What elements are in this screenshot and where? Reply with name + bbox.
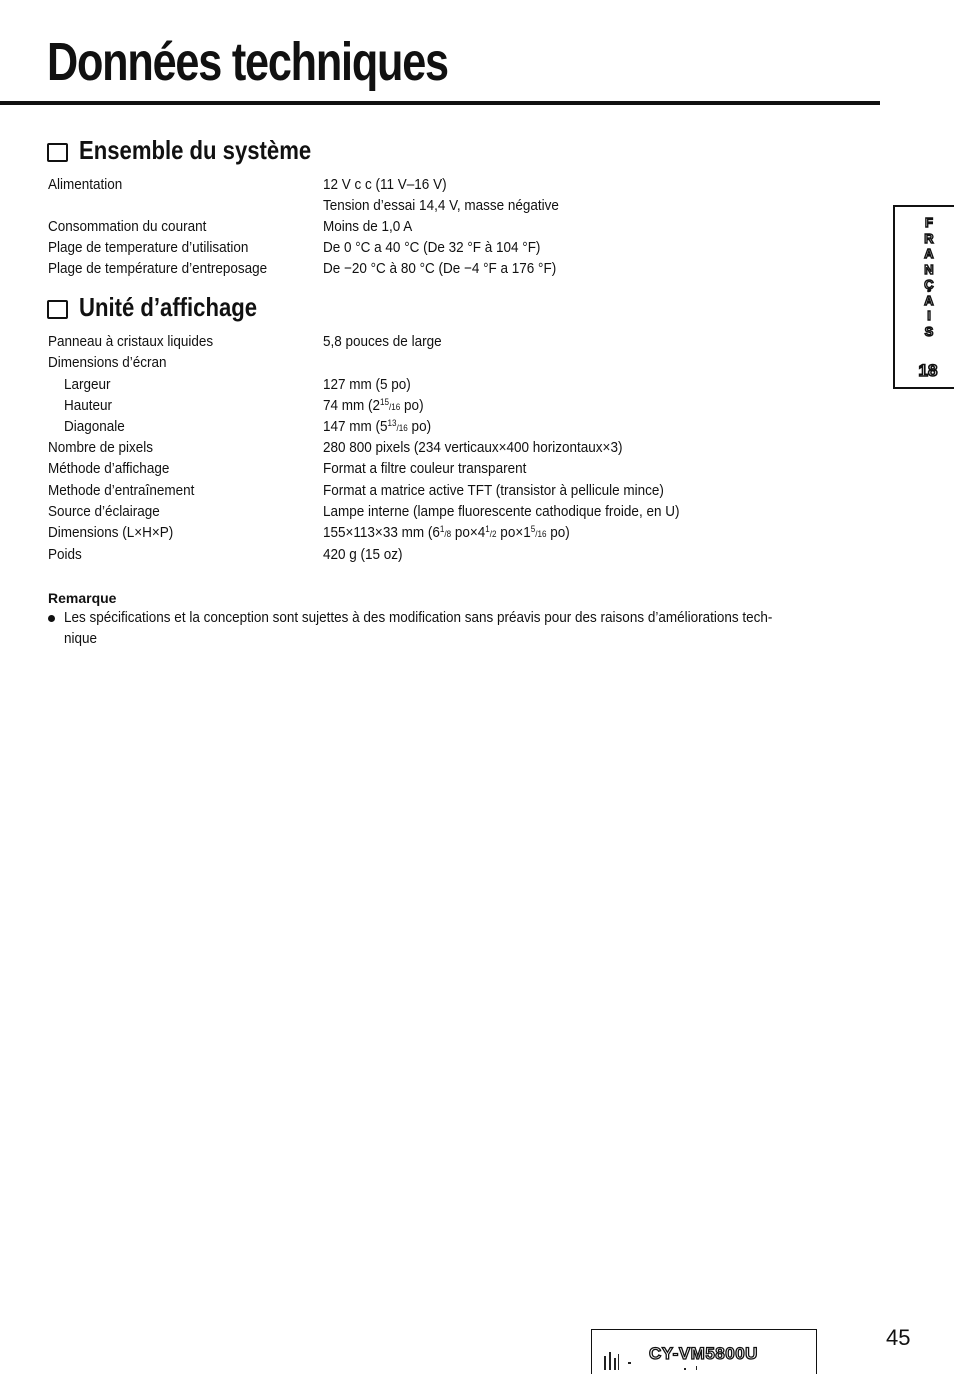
spec-row — [0, 331, 954, 352]
spec-row — [0, 352, 954, 373]
fraction-denominator: /2 — [489, 529, 497, 539]
value-text: po×1 — [496, 524, 531, 541]
spec-label: Consommation du courant — [48, 218, 207, 235]
spec-value: Format a matrice active TFT (transistor à pellicule mince) — [323, 482, 664, 499]
tab-letter: A — [924, 292, 934, 308]
value-text: 155×113×33 mm (6 — [323, 524, 440, 541]
spec-label: Panneau à cristaux liquides — [48, 333, 214, 350]
fraction-numerator: 5 — [530, 524, 536, 534]
spec-row — [0, 522, 954, 543]
spec-value: Lampe interne (lampe fluorescente cathodique froide, en U) — [323, 503, 680, 520]
section-heading-display — [47, 292, 288, 322]
section-heading-system — [47, 135, 352, 165]
fraction-numerator: 13 — [387, 418, 397, 428]
remark-text-line: Les spécifications et la conception sont sujettes à des modification sans préavis pour des raisons d’améliorations tech- — [64, 609, 773, 626]
spec-label: Méthode d’affichage — [48, 460, 170, 477]
model-footer-box — [591, 1329, 817, 1374]
fraction-numerator: 1 — [485, 524, 490, 534]
spec-value: Moins de 1,0 A — [323, 218, 413, 235]
tab-letter: A — [924, 246, 934, 261]
fraction-denominator: /16 — [396, 423, 408, 433]
title-rule — [0, 101, 880, 105]
language-letters — [921, 215, 937, 339]
spec-row — [0, 480, 954, 501]
spec-row — [0, 501, 954, 522]
page-number: 45 — [886, 1325, 911, 1350]
spec-label: Poids — [48, 546, 82, 563]
spec-row — [0, 237, 954, 258]
spec-label: Diagonale — [64, 418, 125, 435]
spec-label: Hauteur — [64, 397, 113, 414]
spec-label: Plage de température d’entreposage — [48, 260, 268, 277]
spec-row — [0, 195, 954, 216]
spec-label: Source d’éclairage — [48, 503, 160, 520]
spec-label: Largeur — [64, 376, 111, 393]
spec-label: Alimentation — [48, 176, 123, 193]
remark-title: Remarque — [48, 590, 117, 606]
spec-value: 280 800 pixels (234 verticaux×400 horizontaux×3) — [323, 439, 623, 456]
value-text: po×4 — [451, 524, 486, 541]
spec-value: De −20 °C à 80 °C (De −4 °F a 176 °F) — [323, 260, 557, 277]
tab-letter: F — [925, 215, 933, 230]
tab-letter: N — [924, 261, 934, 277]
spec-value: 420 g (15 oz) — [323, 546, 403, 563]
spec-value: 5,8 pouces de large — [323, 333, 442, 350]
spec-row — [0, 216, 954, 237]
spec-value — [323, 416, 431, 437]
print-mark — [604, 1356, 606, 1370]
spec-row — [0, 374, 954, 395]
spec-row — [0, 437, 954, 458]
spec-row — [0, 258, 954, 279]
bullet-icon — [48, 615, 55, 622]
print-mark — [609, 1352, 611, 1370]
spec-row — [0, 395, 954, 416]
section-heading-system-text: Ensemble du système — [79, 135, 312, 165]
remark-note — [48, 607, 908, 649]
spec-value — [323, 522, 570, 543]
spec-label: Dimensions d’écran — [48, 354, 167, 371]
checkbox-square-icon — [47, 143, 68, 162]
spec-value — [323, 395, 424, 416]
value-text: 74 mm (2 — [323, 397, 381, 414]
spec-row — [0, 458, 954, 479]
print-mark — [618, 1354, 619, 1370]
fraction-numerator: 15 — [380, 397, 390, 407]
print-mark — [684, 1368, 686, 1370]
tab-letter: S — [924, 323, 934, 339]
spec-label: Dimensions (L×H×P) — [48, 524, 174, 541]
spec-label: Methode d’entraînement — [48, 482, 195, 499]
spec-row — [0, 544, 954, 565]
language-side-tab — [893, 205, 954, 389]
spec-label: Plage de temperature d’utilisation — [48, 239, 249, 256]
section-number: 18 — [918, 361, 938, 380]
spec-label: Nombre de pixels — [48, 439, 154, 456]
spec-value: De 0 °C a 40 °C (De 32 °F à 104 °F) — [323, 239, 541, 256]
spec-value: Format a filtre couleur transparent — [323, 460, 527, 477]
value-text: po) — [546, 524, 570, 541]
fraction-denominator: /16 — [389, 402, 401, 412]
checkbox-square-icon — [47, 300, 68, 319]
print-mark — [614, 1358, 616, 1370]
spec-row — [0, 416, 954, 437]
tab-letter: R — [924, 230, 934, 246]
tab-letter: Ç — [924, 277, 934, 292]
print-mark — [628, 1362, 631, 1364]
page-title: Données techniques — [47, 32, 448, 92]
fraction-denominator: /16 — [535, 529, 547, 539]
spec-value: Tension d’essai 14,4 V, masse négative — [323, 197, 559, 214]
remark-text-line: nique — [64, 630, 98, 647]
fraction-numerator: 1 — [439, 524, 445, 534]
value-text: po) — [400, 397, 424, 414]
fraction-denominator: /8 — [444, 529, 452, 539]
model-number: CY-VM5800U — [649, 1344, 758, 1363]
spec-value: 12 V c c (11 V–16 V) — [323, 176, 447, 193]
value-text: po) — [407, 418, 432, 435]
spec-value: 127 mm (5 po) — [323, 376, 411, 393]
tab-letter: I — [927, 308, 931, 323]
value-text: 147 mm (5 — [323, 418, 388, 435]
print-mark — [696, 1366, 697, 1370]
remark-text — [64, 607, 892, 649]
section-heading-display-text: Unité d’affichage — [79, 292, 258, 322]
spec-row — [0, 174, 954, 195]
